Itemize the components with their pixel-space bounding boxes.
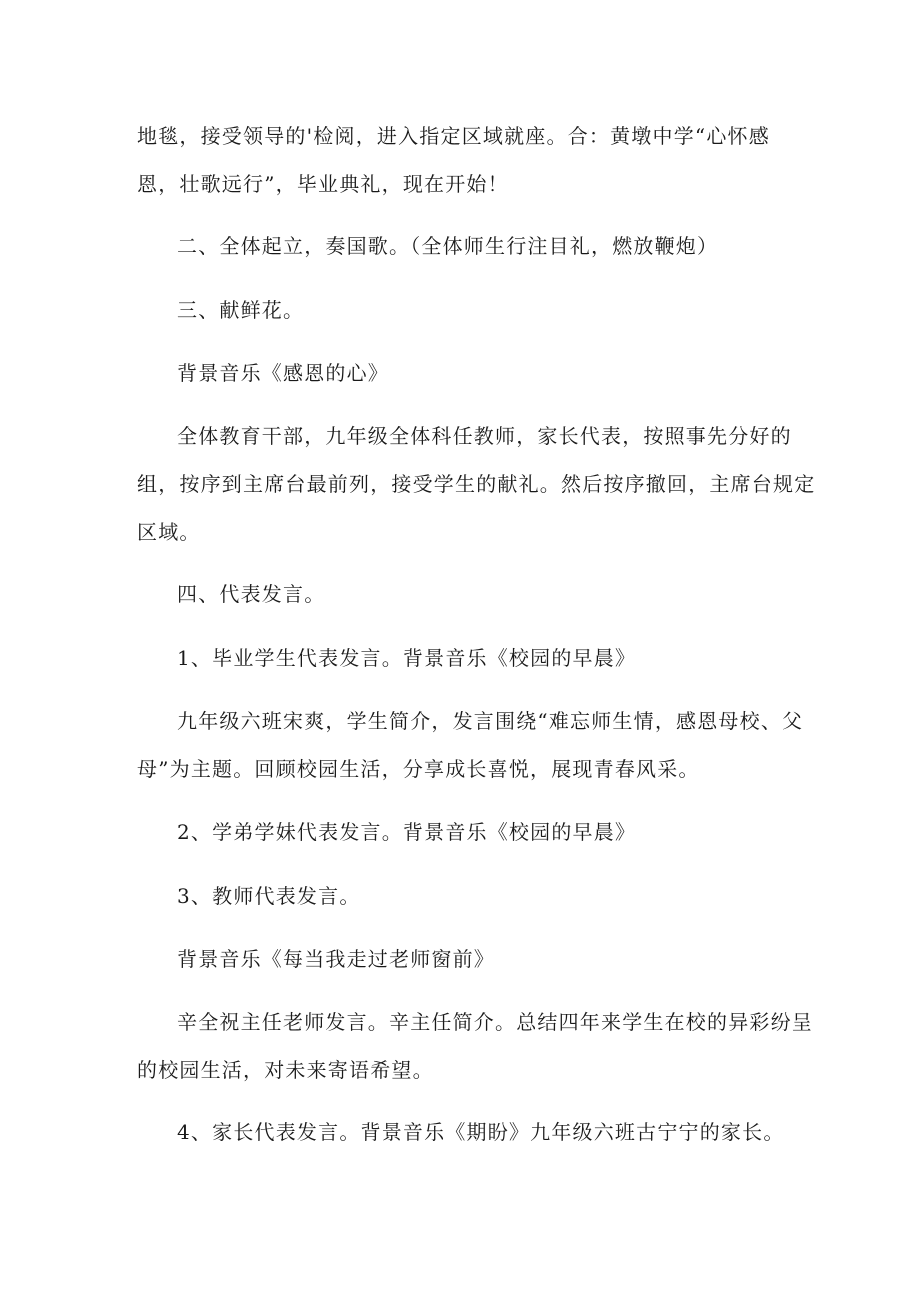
text-line: 母”为主题。回顾校园生活，分享成长喜悦，展现青春风采。: [137, 757, 700, 781]
section-heading: 三、献鲜花。: [177, 298, 305, 322]
text-line: 背景音乐《每当我走过老师窗前》: [177, 947, 495, 971]
text-line: 背景音乐《感恩的心》: [177, 361, 389, 385]
text-line: 地毯，接受领导的'检阅，进入指定区域就座。合：黄墩中学“心怀感: [137, 124, 770, 148]
text-line: 九年级六班宋爽，学生简介，发言围绕“难忘师生情，感恩母校、父: [177, 709, 804, 733]
text-line: 辛全祝主任老师发言。辛主任简介。总结四年来学生在校的异彩纷呈: [177, 1010, 813, 1034]
section-heading: 四、代表发言。: [177, 582, 326, 606]
text-line: 恩，壮歌远行”，毕业典礼，现在开始！: [137, 172, 509, 196]
section-heading: 二、全体起立，奏国歌。（全体师生行注目礼，燃放鞭炮）: [177, 234, 719, 258]
text-line: 2、学弟学妹代表发言。背景音乐《校园的早晨》: [177, 820, 637, 844]
text-line: 的校园生活，对未来寄语希望。: [137, 1058, 434, 1082]
text-line: 组，按序到主席台最前列，接受学生的献礼。然后按序撤回，主席台规定: [137, 472, 816, 496]
text-line: 区域。: [137, 520, 201, 544]
text-line: 1、毕业学生代表发言。背景音乐《校园的早晨》: [177, 646, 637, 670]
text-line: 3、教师代表发言。: [177, 884, 361, 908]
text-line: 全体教育干部，九年级全体科任教师，家长代表，按照事先分好的: [177, 424, 792, 448]
text-line: 4、家长代表发言。背景音乐《期盼》九年级六班古宁宁的家长。: [177, 1120, 785, 1144]
